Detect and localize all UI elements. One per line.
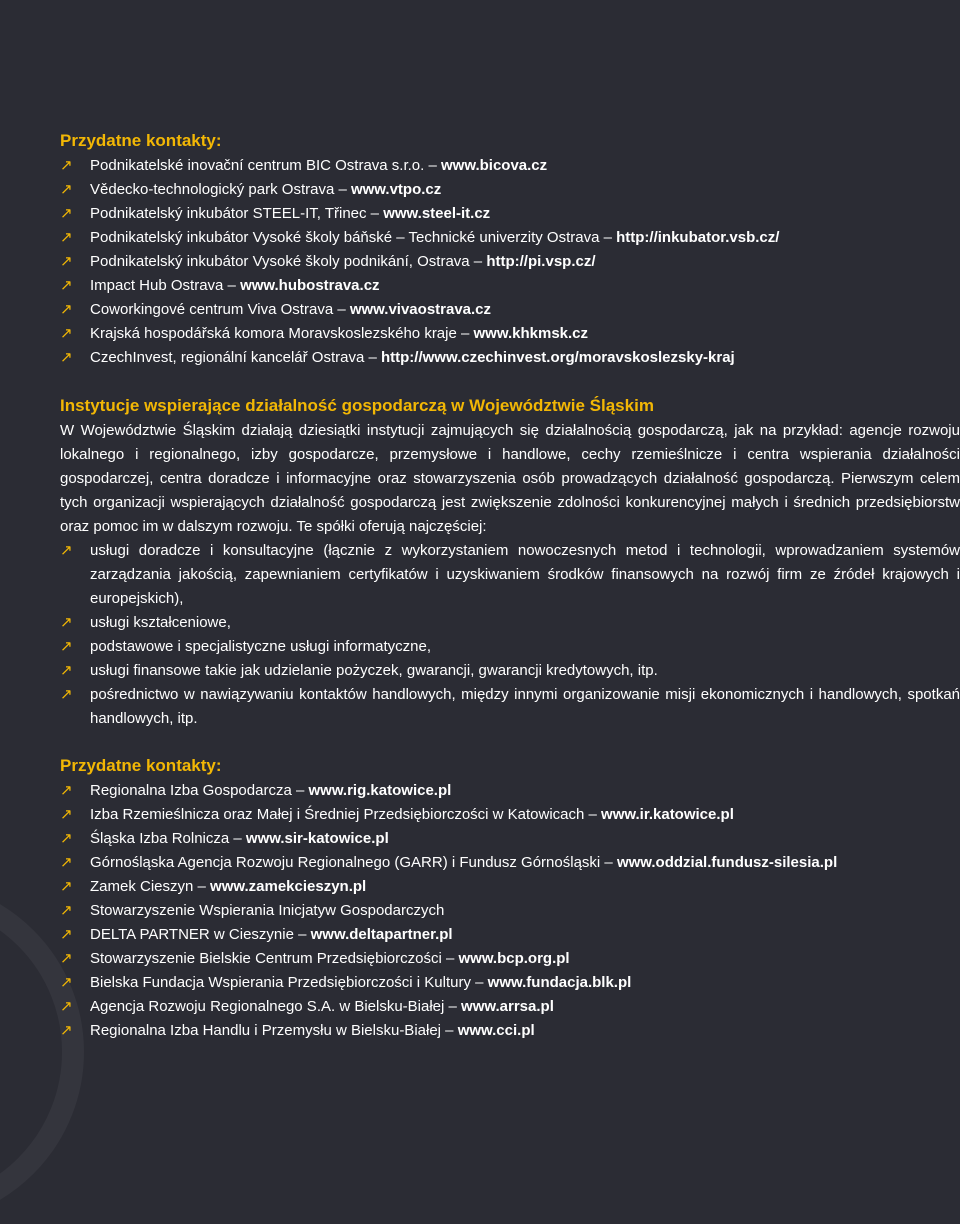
arrow-bullet-icon: ↗: [60, 782, 73, 799]
list-item: [60, 346, 960, 370]
website-link[interactable]: www.bcp.org.pl: [458, 950, 570, 967]
list-item: [60, 1019, 960, 1043]
website-link[interactable]: http://inkubator.vsb.cz/: [616, 229, 780, 246]
contact-list: [60, 154, 960, 370]
list-item: [60, 635, 960, 659]
arrow-bullet-icon: ↗: [60, 830, 73, 847]
section-heading: Przydatne kontakty:: [60, 756, 222, 775]
list-item: [60, 683, 960, 731]
list-item-text: Stowarzyszenie Wspierania Inicjatyw Gospodarczych: [90, 902, 445, 919]
list-item-text: DELTA PARTNER w Cieszynie –: [90, 926, 311, 943]
arrow-bullet-icon: ↗: [60, 974, 73, 991]
website-link[interactable]: www.deltapartner.pl: [310, 926, 453, 943]
list-item: [60, 947, 960, 971]
list-item: [60, 539, 960, 611]
intro-paragraph: W Województwie Śląskim działają dziesiątki instytucji zajmujących się działalnością gospodarczą, jak na przykład: agencje rozwoju lokalnego i regionalnego, izby gospodarcze, przemysłowe i handlowe, cechy rzemieślnicze i centra wspierania działalności gospodarczej, centra doradcze i informacyjne oraz stowarzyszenia osób prowadzących działalność gospodarczą. Pierwszym celem tych organizacji wspierających działalność gospodarczą jest zwiększenie zdolności konkurencyjnej małych i średnich przedsiębiorstw oraz pomoc im w dalszym rozwoju. Te spółki oferują najczęściej:: [60, 422, 960, 535]
arrow-bullet-icon: ↗: [60, 349, 73, 366]
website-link[interactable]: www.ir.katowice.pl: [601, 806, 734, 823]
list-item-text: Izba Rzemieślnicza oraz Małej i Średniej Przedsiębiorczości w Katowicach –: [90, 806, 602, 823]
list-item-text: Podnikatelský inkubátor STEEL-IT, Třinec –: [90, 205, 384, 222]
arrow-bullet-icon: ↗: [60, 542, 73, 559]
list-item-text: Śląska Izba Rolnicza –: [90, 830, 246, 847]
list-item: [60, 154, 960, 178]
website-link[interactable]: www.vivaostrava.cz: [349, 301, 492, 318]
list-item-text: usługi doradcze i konsultacyjne (łącznie z wykorzystaniem nowoczesnych metod i technologii, wprowadzaniem systemów zarządzania jakością, zapewnianiem certyfikatów i uzyskiwaniem środków finansowych na rozwój firm ze źródeł krajowych i europejskich),: [90, 542, 960, 607]
arrow-bullet-icon: ↗: [60, 205, 73, 222]
website-link[interactable]: www.zamekcieszyn.pl: [210, 878, 367, 895]
page-content: [60, 130, 960, 1043]
list-item-text: usługi kształceniowe,: [90, 614, 231, 631]
services-list: [60, 539, 960, 731]
list-item-text: Podnikatelské inovační centrum BIC Ostrava s.r.o. –: [90, 157, 441, 174]
arrow-bullet-icon: ↗: [60, 638, 73, 655]
list-item: [60, 202, 960, 226]
list-item: [60, 250, 960, 274]
arrow-bullet-icon: ↗: [60, 902, 73, 919]
list-item-text: CzechInvest, regionální kancelář Ostrava –: [90, 349, 381, 366]
website-link[interactable]: http://pi.vsp.cz/: [486, 253, 596, 270]
arrow-bullet-icon: ↗: [60, 157, 73, 174]
website-link[interactable]: www.vtpo.cz: [350, 181, 442, 198]
section-heading: Przydatne kontakty:: [60, 131, 222, 150]
website-link[interactable]: www.sir-katowice.pl: [245, 830, 389, 847]
website-link[interactable]: www.hubostrava.cz: [240, 277, 380, 294]
arrow-bullet-icon: ↗: [60, 325, 73, 342]
website-link[interactable]: www.oddzial.fundusz-silesia.pl: [616, 854, 838, 871]
list-item: [60, 322, 960, 346]
website-link[interactable]: http://www.czechinvest.org/moravskoslezsky-kraj: [380, 349, 735, 366]
arrow-bullet-icon: ↗: [60, 998, 73, 1015]
arrow-bullet-icon: ↗: [60, 301, 73, 318]
list-item-text: usługi finansowe takie jak udzielanie pożyczek, gwarancji, gwarancji kredytowych, itp.: [90, 662, 658, 679]
arrow-bullet-icon: ↗: [60, 229, 73, 246]
section-contacts-cz: [60, 130, 960, 370]
list-item: [60, 274, 960, 298]
list-item: [60, 659, 960, 683]
website-link[interactable]: www.rig.katowice.pl: [308, 782, 452, 799]
list-item: [60, 779, 960, 803]
arrow-bullet-icon: ↗: [60, 854, 73, 871]
arrow-bullet-icon: ↗: [60, 253, 73, 270]
list-item-text: Podnikatelský inkubátor Vysoké školy báňské – Technické univerzity Ostrava –: [90, 229, 617, 246]
list-item-text: podstawowe i specjalistyczne usługi informatyczne,: [90, 638, 431, 655]
list-item-text: Bielska Fundacja Wspierania Przedsiębiorczości i Kultury –: [90, 974, 488, 991]
list-item-text: Podnikatelský inkubátor Vysoké školy podnikání, Ostrava –: [90, 253, 487, 270]
website-link[interactable]: www.fundacja.blk.pl: [487, 974, 632, 991]
list-item: [60, 875, 960, 899]
website-link[interactable]: www.arrsa.pl: [461, 998, 554, 1015]
arrow-bullet-icon: ↗: [60, 277, 73, 294]
list-item-text: Górnośląska Agencja Rozwoju Regionalnego (GARR) i Fundusz Górnośląski –: [90, 854, 617, 871]
website-link[interactable]: www.cci.pl: [457, 1022, 535, 1039]
list-item: [60, 611, 960, 635]
list-item: [60, 827, 960, 851]
arrow-bullet-icon: ↗: [60, 950, 73, 967]
list-item-text: Regionalna Izba Gospodarcza –: [90, 782, 309, 799]
list-item-text: Stowarzyszenie Bielskie Centrum Przedsiębiorczości –: [90, 950, 459, 967]
list-item-text: Krajská hospodářská komora Moravskoslezského kraje –: [90, 325, 474, 342]
list-item: [60, 226, 960, 250]
list-item-text: Coworkingové centrum Viva Ostrava –: [90, 301, 350, 318]
website-link[interactable]: www.khkmsk.cz: [473, 325, 589, 342]
arrow-bullet-icon: ↗: [60, 878, 73, 895]
list-item: [60, 851, 960, 875]
arrow-bullet-icon: ↗: [60, 926, 73, 943]
list-item-text: Regionalna Izba Handlu i Przemysłu w Bielsku-Białej –: [90, 1022, 458, 1039]
contact-list: [60, 779, 960, 1043]
list-item: [60, 923, 960, 947]
website-link[interactable]: www.steel-it.cz: [383, 205, 491, 222]
list-item: [60, 971, 960, 995]
list-item-text: Zamek Cieszyn –: [90, 878, 211, 895]
list-item: [60, 899, 960, 923]
arrow-bullet-icon: ↗: [60, 181, 73, 198]
list-item-text: Agencja Rozwoju Regionalnego S.A. w Bielsku-Białej –: [90, 998, 462, 1015]
list-item-text: Vědecko-technologický park Ostrava –: [90, 181, 351, 198]
arrow-bullet-icon: ↗: [60, 806, 73, 823]
arrow-bullet-icon: ↗: [60, 1022, 73, 1039]
section-heading: Instytucje wspierające działalność gospodarczą w Województwie Śląskim: [60, 396, 654, 415]
list-item: [60, 298, 960, 322]
website-link[interactable]: www.bicova.cz: [441, 157, 548, 174]
list-item: [60, 995, 960, 1019]
arrow-bullet-icon: ↗: [60, 686, 73, 703]
arrow-bullet-icon: ↗: [60, 614, 73, 631]
list-item: [60, 178, 960, 202]
section-institutions-pl: [60, 395, 960, 731]
list-item-text: Impact Hub Ostrava –: [90, 277, 241, 294]
section-contacts-pl: [60, 755, 960, 1043]
arrow-bullet-icon: ↗: [60, 662, 73, 679]
list-item: [60, 803, 960, 827]
list-item-text: pośrednictwo w nawiązywaniu kontaktów handlowych, między innymi organizowanie misji ekonomicznych i handlowych, spotkań handlowych, itp.: [90, 686, 960, 727]
